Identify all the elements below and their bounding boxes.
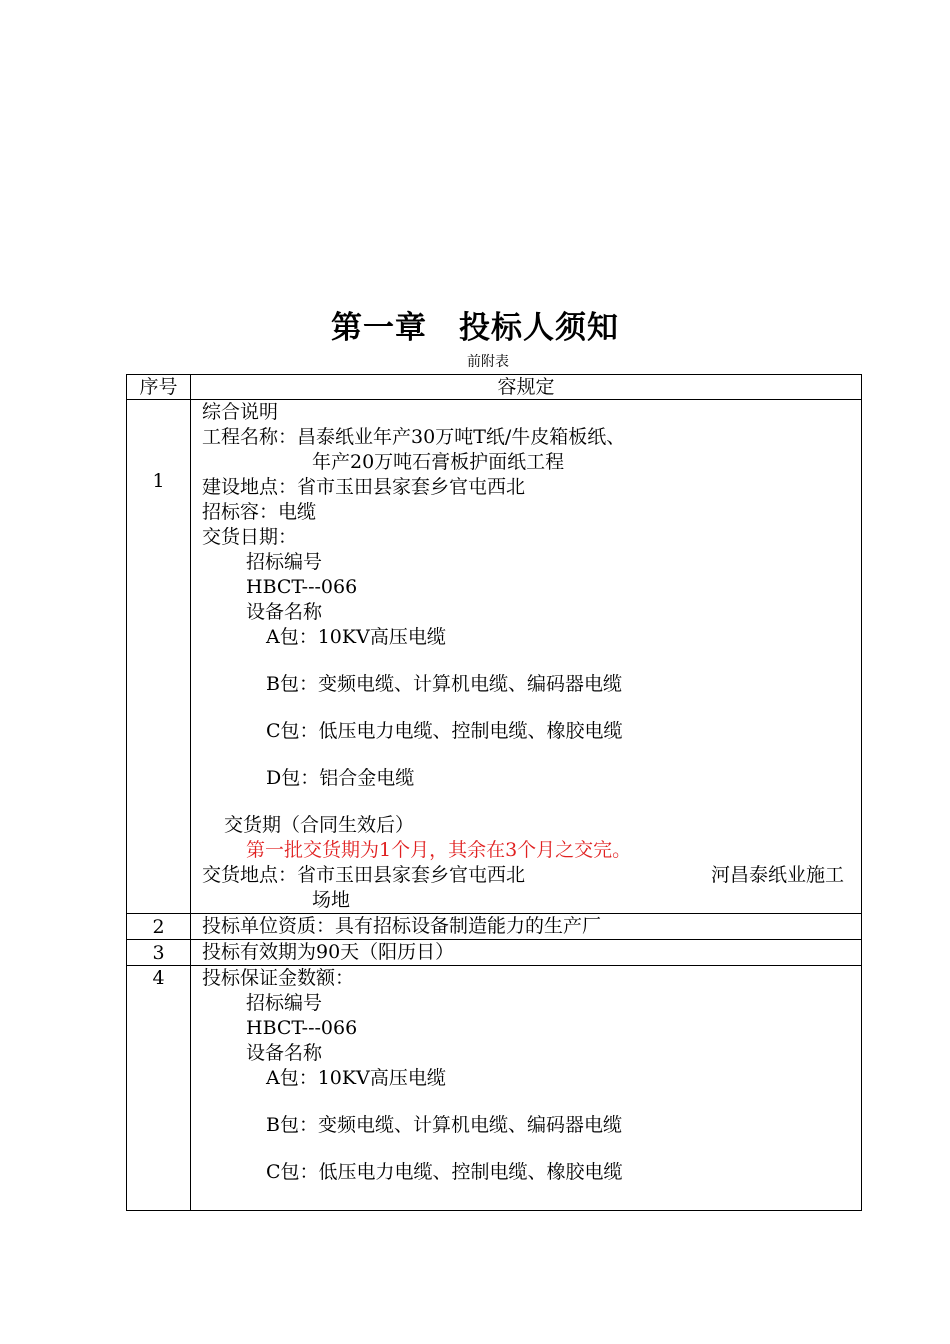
row-number: 1 bbox=[127, 400, 191, 914]
package-d: D包：铝合金电缆 bbox=[266, 767, 415, 789]
chapter-title: 第一章 投标人须知 bbox=[331, 310, 619, 346]
delivery-place-line bbox=[202, 863, 861, 888]
validity-text: 投标有效期为90天（阳历日） bbox=[191, 940, 862, 966]
tender-no-value: HBCT---066 bbox=[246, 576, 358, 598]
table-row bbox=[127, 940, 862, 966]
tender-no-value: HBCT---066 bbox=[246, 1017, 358, 1039]
project-name-line bbox=[202, 425, 861, 450]
deposit-label: 投标保证金数额： bbox=[202, 967, 355, 989]
project-name-label: 工程名称： bbox=[202, 426, 298, 448]
package-b: B包：变频电缆、计算机电缆、编码器电缆 bbox=[266, 673, 622, 695]
project-name-text: 昌泰纸业年产30万吨T纸/牛皮箱板纸、 bbox=[297, 426, 626, 448]
delivery-place-text: 交货地点：省市玉田县家套乡官屯西北 bbox=[202, 864, 526, 886]
package-b: B包：变频电缆、计算机电缆、编码器电缆 bbox=[266, 1114, 622, 1136]
tender-no-label: 招标编号 bbox=[246, 551, 323, 573]
table-row bbox=[127, 914, 862, 940]
qualification-text: 投标单位资质：具有招标设备制造能力的生产厂 bbox=[191, 914, 862, 940]
header-content: 容规定 bbox=[191, 375, 862, 400]
delivery-note-text: 第一批交货期为1个月，其余在3个月之交完。 bbox=[246, 839, 632, 861]
row-number: 4 bbox=[127, 966, 191, 1211]
row-number: 2 bbox=[127, 914, 191, 940]
location-text: 建设地点：省市玉田县家套乡官屯西北 bbox=[202, 476, 526, 498]
tender-content-text: 招标容：电缆 bbox=[202, 501, 317, 523]
table-caption: 前附表 bbox=[467, 354, 509, 370]
row-content bbox=[191, 400, 862, 914]
package-c: C包：低压电力电缆、控制电缆、橡胶电缆 bbox=[266, 1161, 623, 1183]
project-name-continued: 年产20万吨石膏板护面纸工程 bbox=[312, 451, 565, 473]
table-row bbox=[127, 966, 862, 1211]
delivery-place-continued: 场地 bbox=[312, 889, 351, 911]
row-content bbox=[191, 966, 862, 1211]
overview-text: 综合说明 bbox=[202, 401, 279, 423]
delivery-period-text: 交货期（合同生效后） bbox=[224, 814, 415, 836]
delivery-place-tail: 河昌泰纸业施工 bbox=[711, 864, 845, 886]
row-number: 3 bbox=[127, 940, 191, 966]
header-no: 序号 bbox=[127, 375, 191, 400]
equipment-label: 设备名称 bbox=[246, 1042, 323, 1064]
package-c: C包：低压电力电缆、控制电缆、橡胶电缆 bbox=[266, 720, 623, 742]
delivery-date-label: 交货日期： bbox=[202, 526, 298, 548]
table-row bbox=[127, 400, 862, 914]
package-a: A包：10KV高压电缆 bbox=[266, 626, 446, 648]
equipment-label: 设备名称 bbox=[246, 601, 323, 623]
tender-no-label: 招标编号 bbox=[246, 992, 323, 1014]
front-table bbox=[126, 374, 862, 1211]
table-header-row bbox=[127, 375, 862, 400]
package-a: A包：10KV高压电缆 bbox=[266, 1067, 446, 1089]
